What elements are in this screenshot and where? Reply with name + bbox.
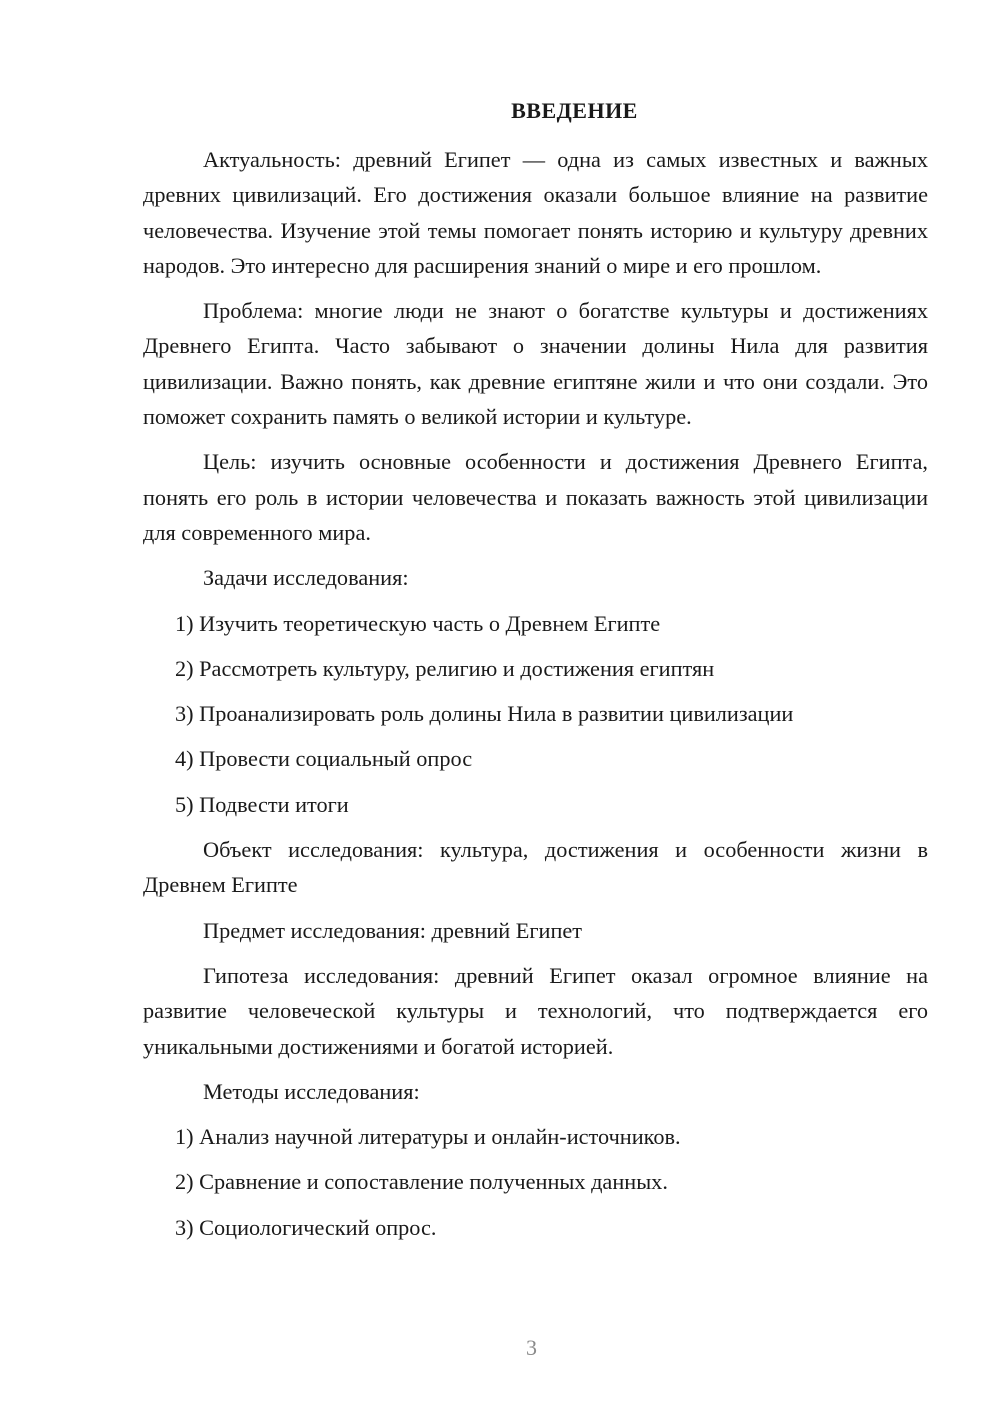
method-item: 3) Социологический опрос. xyxy=(175,1214,437,1240)
task-item: 2) Рассмотреть культуру, религию и достижения египтян xyxy=(175,655,715,681)
problem-paragraph: Проблема: многие люди не знают о богатстве культуры и достижениях Древнего Египта. Часто забывают о значении долины Нила для развития цивилизации. Важно понять, как древние египтяне жили и что они создали. Это поможет сохранить память о великой истории и культуре. xyxy=(143,298,928,430)
hypothesis-paragraph: Гипотеза исследования: древний Египет оказал огромное влияние на развитие человеческой культуры и технологий, что подтверждается его уникальными достижениями и богатой историей. xyxy=(143,962,928,1059)
method-item: 2) Сравнение и сопоставление полученных данных. xyxy=(175,1169,668,1195)
method-item: 1) Анализ научной литературы и онлайн-источников. xyxy=(175,1124,681,1150)
task-item: 4) Провести социальный опрос xyxy=(175,746,473,772)
document-page xyxy=(143,0,928,1414)
task-item: 1) Изучить теоретическую часть о Древнем Египте xyxy=(175,610,661,636)
task-item: 3) Проанализировать роль долины Нила в развитии цивилизации xyxy=(175,701,794,727)
methods-heading: Методы исследования: xyxy=(203,1078,420,1104)
page-body xyxy=(143,142,928,1245)
object-paragraph: Объект исследования: культура, достижения и особенности жизни в Древнем Египте xyxy=(143,837,928,898)
tasks-heading: Задачи исследования: xyxy=(203,565,409,591)
subject-paragraph: Предмет исследования: древний Египет xyxy=(203,917,583,943)
goal-paragraph: Цель: изучить основные особенности и достижения Древнего Египта, понять его роль в истории человечества и показать важность этой цивилизации для современного мира. xyxy=(143,449,928,545)
page-title: ВВЕДЕНИЕ xyxy=(511,98,638,123)
task-item: 5) Подвести итоги xyxy=(175,791,349,817)
relevance-paragraph: Актуальность: древний Египет — одна из самых известных и важных древних цивилизаций. Его достижения оказали большое влияние на развитие человечества. Изучение этой темы помогает понять историю и культуру древних народов. Это интересно для расширения знаний о мире и его прошлом. xyxy=(143,147,928,278)
page-number: 3 xyxy=(526,1335,537,1360)
